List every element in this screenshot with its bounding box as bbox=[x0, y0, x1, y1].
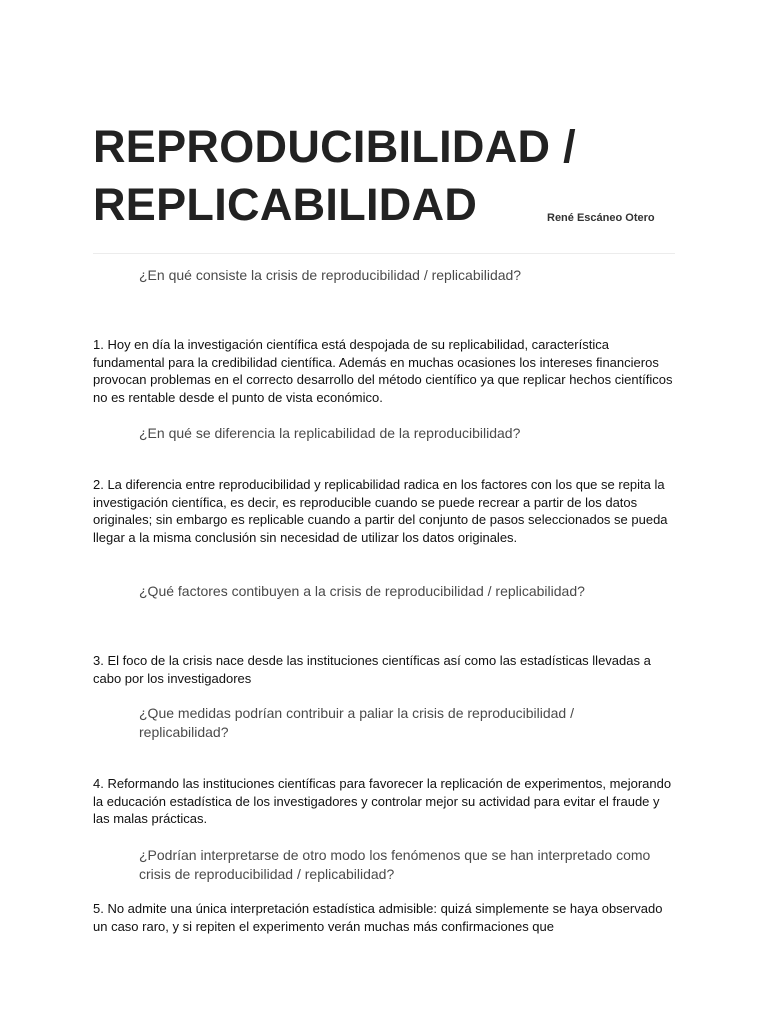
question-1: ¿En qué consiste la crisis de reproducibilidad / replicabilidad? bbox=[139, 267, 522, 283]
question-5: ¿Podrían interpretarse de otro modo los fenómenos que se han interpretado como crisis de reproducibilidad / replicabilidad? bbox=[139, 847, 651, 882]
answer-3: 3. El foco de la crisis nace desde las instituciones científicas así como las estadísticas llevadas a cabo por los investigadores bbox=[93, 653, 651, 686]
answer-1: 1. Hoy en día la investigación científica está despojada de su replicabilidad, característica fundamental para la credibilidad científica. Además en muchas ocasiones los intereses financieros provocan problemas en el correcto desarrollo del método científico ya que replicar hechos científicos no es rentable desde el punto de vista económico. bbox=[93, 337, 673, 405]
question-4: ¿Que medidas podrían contribuir a paliar la crisis de reproducibilidad / replicabilidad? bbox=[139, 705, 574, 740]
answer-5: 5. No admite una única interpretación estadística admisible: quizá simplemente se haya observado un caso raro, y si repiten el experimento verán muchas más confirmaciones que bbox=[93, 901, 663, 934]
title-divider bbox=[93, 253, 675, 254]
title-line-2: REPLICABILIDAD bbox=[93, 179, 478, 230]
answer-4: 4. Reformando las instituciones científicas para favorecer la replicación de experimentos, mejorando la educación estadística de los investigadores y controlar mejor su actividad para evitar el fraude y las malas prácticas. bbox=[93, 776, 672, 826]
title-line-1: REPRODUCIBILIDAD / bbox=[93, 121, 576, 172]
question-2: ¿En qué se diferencia la replicabilidad de la reproducibilidad? bbox=[139, 425, 521, 441]
question-3: ¿Qué factores contibuyen a la crisis de reproducibilidad / replicabilidad? bbox=[139, 583, 585, 599]
answer-2: 2. La diferencia entre reproducibilidad y replicabilidad radica en los factores con los que se repita la investigación científica, es decir, es reproducible cuando se puede recrear a partir de los datos originales; sin embargo es replicable cuando a partir del conjunto de pasos seleccionados se pueda llegar a la misma conclusión sin necesidad de utilizar los datos originales. bbox=[93, 477, 668, 545]
author-name: René Escáneo Otero bbox=[547, 212, 655, 224]
